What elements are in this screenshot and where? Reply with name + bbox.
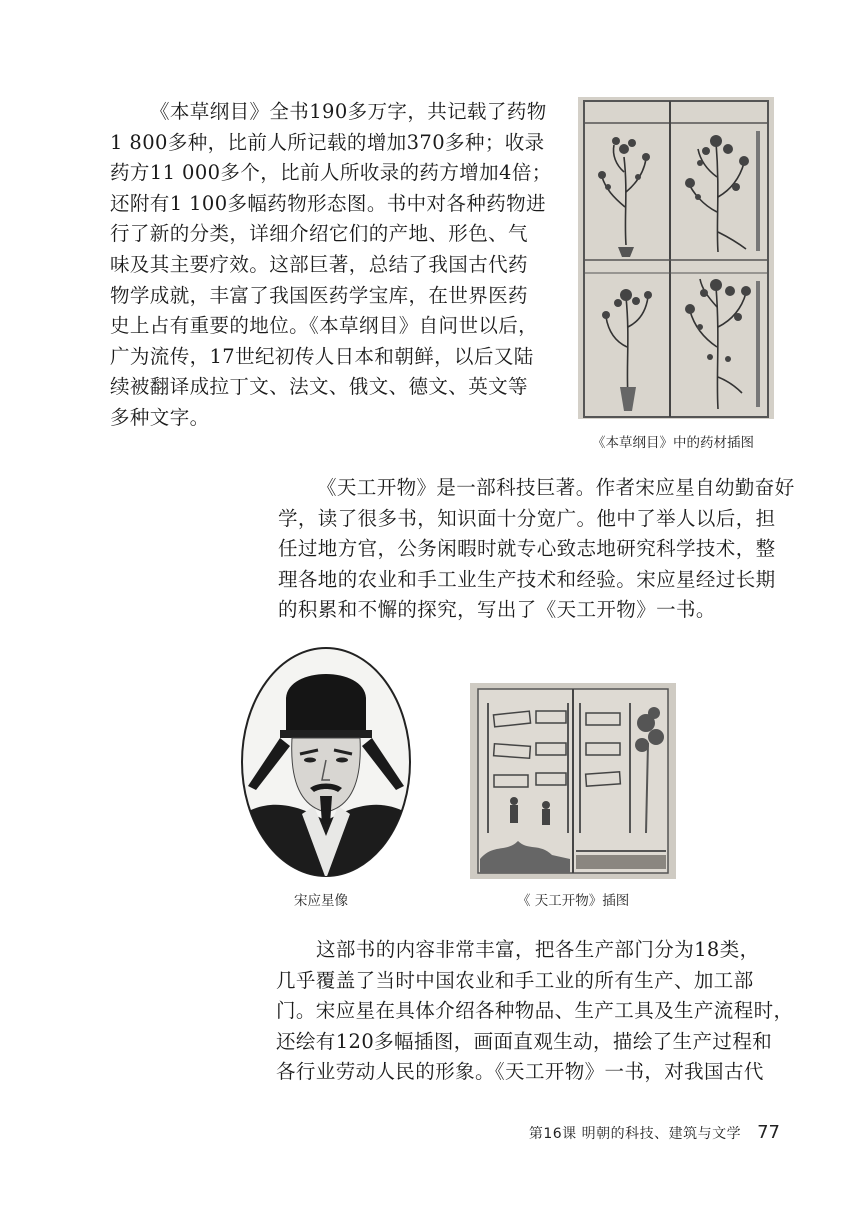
text-line: 门。宋应星在具体介绍各种物品、生产工具及生产流程时， xyxy=(276,999,794,1023)
text-line: 史上占有重要的地位。《本草纲目》自问世以后， xyxy=(110,314,539,338)
chapter-title: 第16课 明朝的科技、建筑与文学 xyxy=(528,1126,742,1142)
paragraph-bencao xyxy=(110,97,552,434)
text-line: 几乎覆盖了当时中国农业和手工业的所有生产、加工部 xyxy=(276,968,754,992)
text-line: 《本草纲目》全书190多万字，共记载了药物 xyxy=(150,100,547,123)
paragraph-tiangong-author xyxy=(278,473,795,626)
text-line: 味及其主要疗效。这部巨著，总结了我国古代药 xyxy=(110,252,528,276)
text-line: 药方11 000多个，比前人所收录的药方增加4倍； xyxy=(110,161,552,185)
text-line: 物学成就，丰富了我国医药学宝库，在世界医药 xyxy=(110,283,528,307)
song-yingxing-portrait-image xyxy=(240,646,412,879)
paragraph-tiangong-content xyxy=(276,935,794,1088)
page-number: 77 xyxy=(757,1122,780,1143)
text-line: 多种文字。 xyxy=(110,405,210,429)
text-line: 这部书的内容非常丰富，把各生产部门分为18类， xyxy=(316,938,760,961)
text-line: 理各地的农业和手工业生产技术和经验。宋应星经过长期 xyxy=(278,567,776,591)
text-line: 1 800多种，比前人所记载的增加370多种；收录 xyxy=(110,130,545,154)
text-line: 各行业劳动人民的形象。《天工开物》一书，对我国古代 xyxy=(276,1060,764,1084)
herb-illustration-drawing xyxy=(578,97,774,419)
book-illustration-caption: 《 天工开物》插图 xyxy=(517,893,630,909)
tiangong-kaiwu-illustration-image xyxy=(470,683,676,879)
book-illustration-drawing xyxy=(470,683,676,879)
text-line: 还附有1 100多幅药物形态图。书中对各种药物进 xyxy=(110,191,546,215)
page-footer xyxy=(529,1122,780,1143)
herb-illustration-caption: 《本草纲目》中的药材插图 xyxy=(592,435,754,451)
text-line: 还绘有120多幅插图，画面直观生动，描绘了生产过程和 xyxy=(276,1029,773,1053)
portrait-drawing xyxy=(240,646,412,879)
text-line: 任过地方官，公务闲暇时就专心致志地研究科学技术，整 xyxy=(278,537,776,561)
text-line: 学，读了很多书，知识面十分宽广。他中了举人以后，担 xyxy=(278,506,776,530)
text-line: 《天工开物》是一部科技巨著。作者宋应星自幼勤奋好 xyxy=(317,476,795,499)
herb-illustration-image xyxy=(578,97,774,419)
text-line: 的积累和不懈的探究，写出了《天工开物》一书。 xyxy=(278,598,716,622)
text-line: 续被翻译成拉丁文、法文、俄文、德文、英文等 xyxy=(110,375,528,399)
text-line: 广为流传，17世纪初传人日本和朝鲜，以后又陆 xyxy=(110,344,534,368)
portrait-caption: 宋应星像 xyxy=(294,893,348,909)
text-line: 行了新的分类，详细介绍它们的产地、形色、气 xyxy=(110,222,528,246)
